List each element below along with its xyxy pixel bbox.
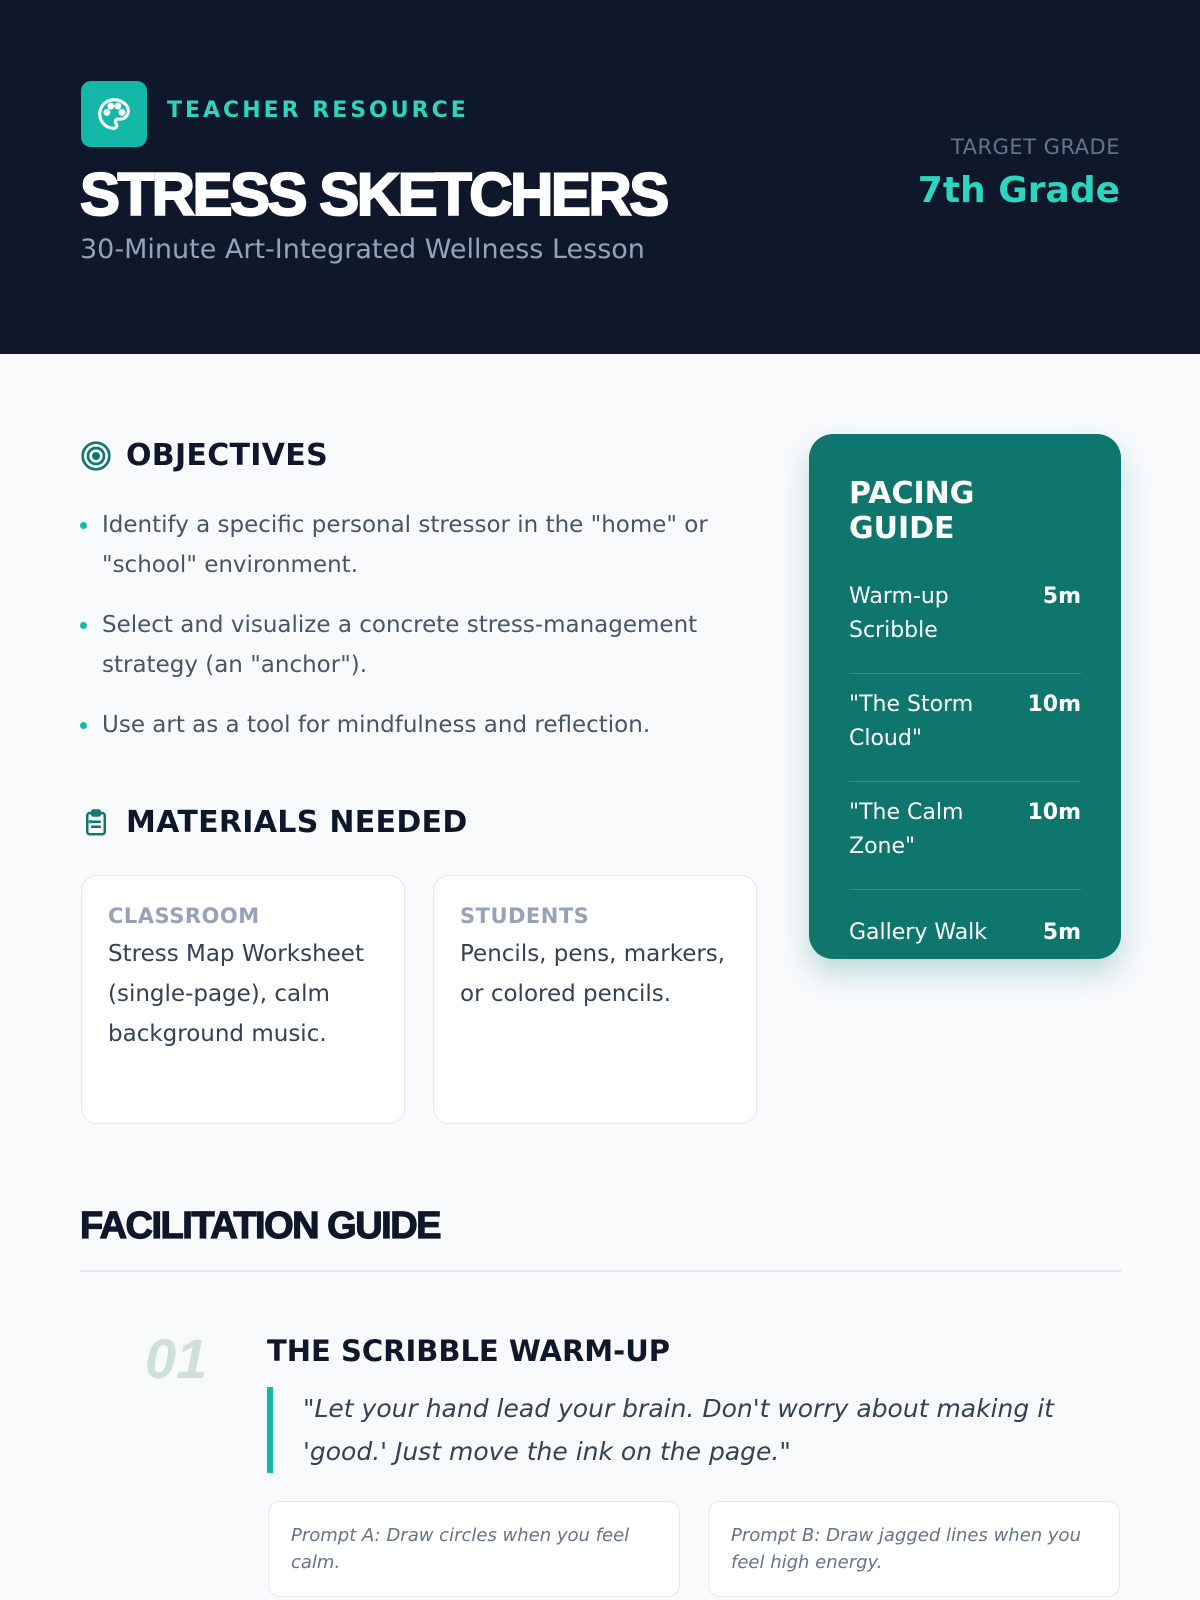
materials-title: MATERIALS NEEDED: [126, 805, 468, 840]
objectives-title: OBJECTIVES: [126, 438, 328, 473]
page-title: STRESS SKETCHERS: [80, 161, 667, 228]
materials-heading: [80, 805, 468, 840]
section-divider: [80, 1270, 1121, 1272]
step-number: 01: [145, 1327, 208, 1390]
objective-text: Identify a specific personal stressor in the "home" or "school" environment.: [102, 512, 708, 578]
objective-item: [80, 605, 740, 685]
pacing-row: [849, 674, 1081, 782]
objectives-list: [80, 505, 740, 765]
objective-item: [80, 705, 740, 745]
pacing-activity: "The Storm Cloud": [849, 692, 974, 751]
materials-card-label: STUDENTS: [460, 904, 590, 928]
target-grade-label: TARGET GRADE: [950, 135, 1120, 159]
palette-icon: [81, 81, 147, 147]
pacing-row: [849, 890, 1081, 964]
target-grade-value: 7th Grade: [917, 170, 1120, 211]
eyebrow-label: TEACHER RESOURCE: [167, 98, 469, 123]
materials-card-students: [433, 875, 757, 1124]
materials-card-label: CLASSROOM: [108, 904, 260, 928]
bullet-dot: [80, 522, 87, 529]
pacing-guide-title: PACING GUIDE: [849, 476, 975, 546]
target-icon: [80, 440, 112, 472]
clipboard-icon: [80, 807, 112, 839]
pacing-duration: 5m: [1042, 920, 1081, 945]
step-title: THE SCRIBBLE WARM-UP: [267, 1334, 670, 1368]
bullet-dot: [80, 722, 87, 729]
pacing-activity: Warm-up Scribble: [849, 584, 949, 643]
pacing-row: [849, 566, 1081, 674]
pacing-row: [849, 782, 1081, 890]
bullet-dot: [80, 622, 87, 629]
materials-card-body: Pencils, pens, markers, or colored pencils.: [460, 941, 726, 1007]
prompt-card-a: Prompt A: Draw circles when you feel calm.: [268, 1501, 680, 1597]
pacing-activity: Gallery Walk: [849, 920, 988, 945]
objective-text: Select and visualize a concrete stress-management strategy (an "anchor").: [102, 612, 698, 678]
objective-text: Use art as a tool for mindfulness and reflection.: [102, 712, 651, 738]
facilitation-guide-title: FACILITATION GUIDE: [80, 1205, 441, 1247]
pacing-guide-card: [809, 434, 1121, 959]
page-subtitle: 30-Minute Art-Integrated Wellness Lesson: [80, 234, 645, 265]
pacing-duration: 10m: [1027, 692, 1081, 717]
step-quote: "Let your hand lead your brain. Don't worry about making it 'good.' Just move the ink on the page.": [267, 1387, 1121, 1473]
pacing-duration: 5m: [1042, 584, 1081, 609]
page-header: [0, 0, 1200, 354]
pacing-duration: 10m: [1027, 800, 1081, 825]
pacing-activity: "The Calm Zone": [849, 800, 964, 859]
materials-card-classroom: [81, 875, 405, 1124]
objectives-heading: [80, 438, 328, 473]
objective-item: [80, 505, 740, 585]
prompt-card-b: Prompt B: Draw jagged lines when you feel high energy.: [708, 1501, 1120, 1597]
materials-card-body: Stress Map Worksheet (single-page), calm background music.: [108, 941, 364, 1047]
